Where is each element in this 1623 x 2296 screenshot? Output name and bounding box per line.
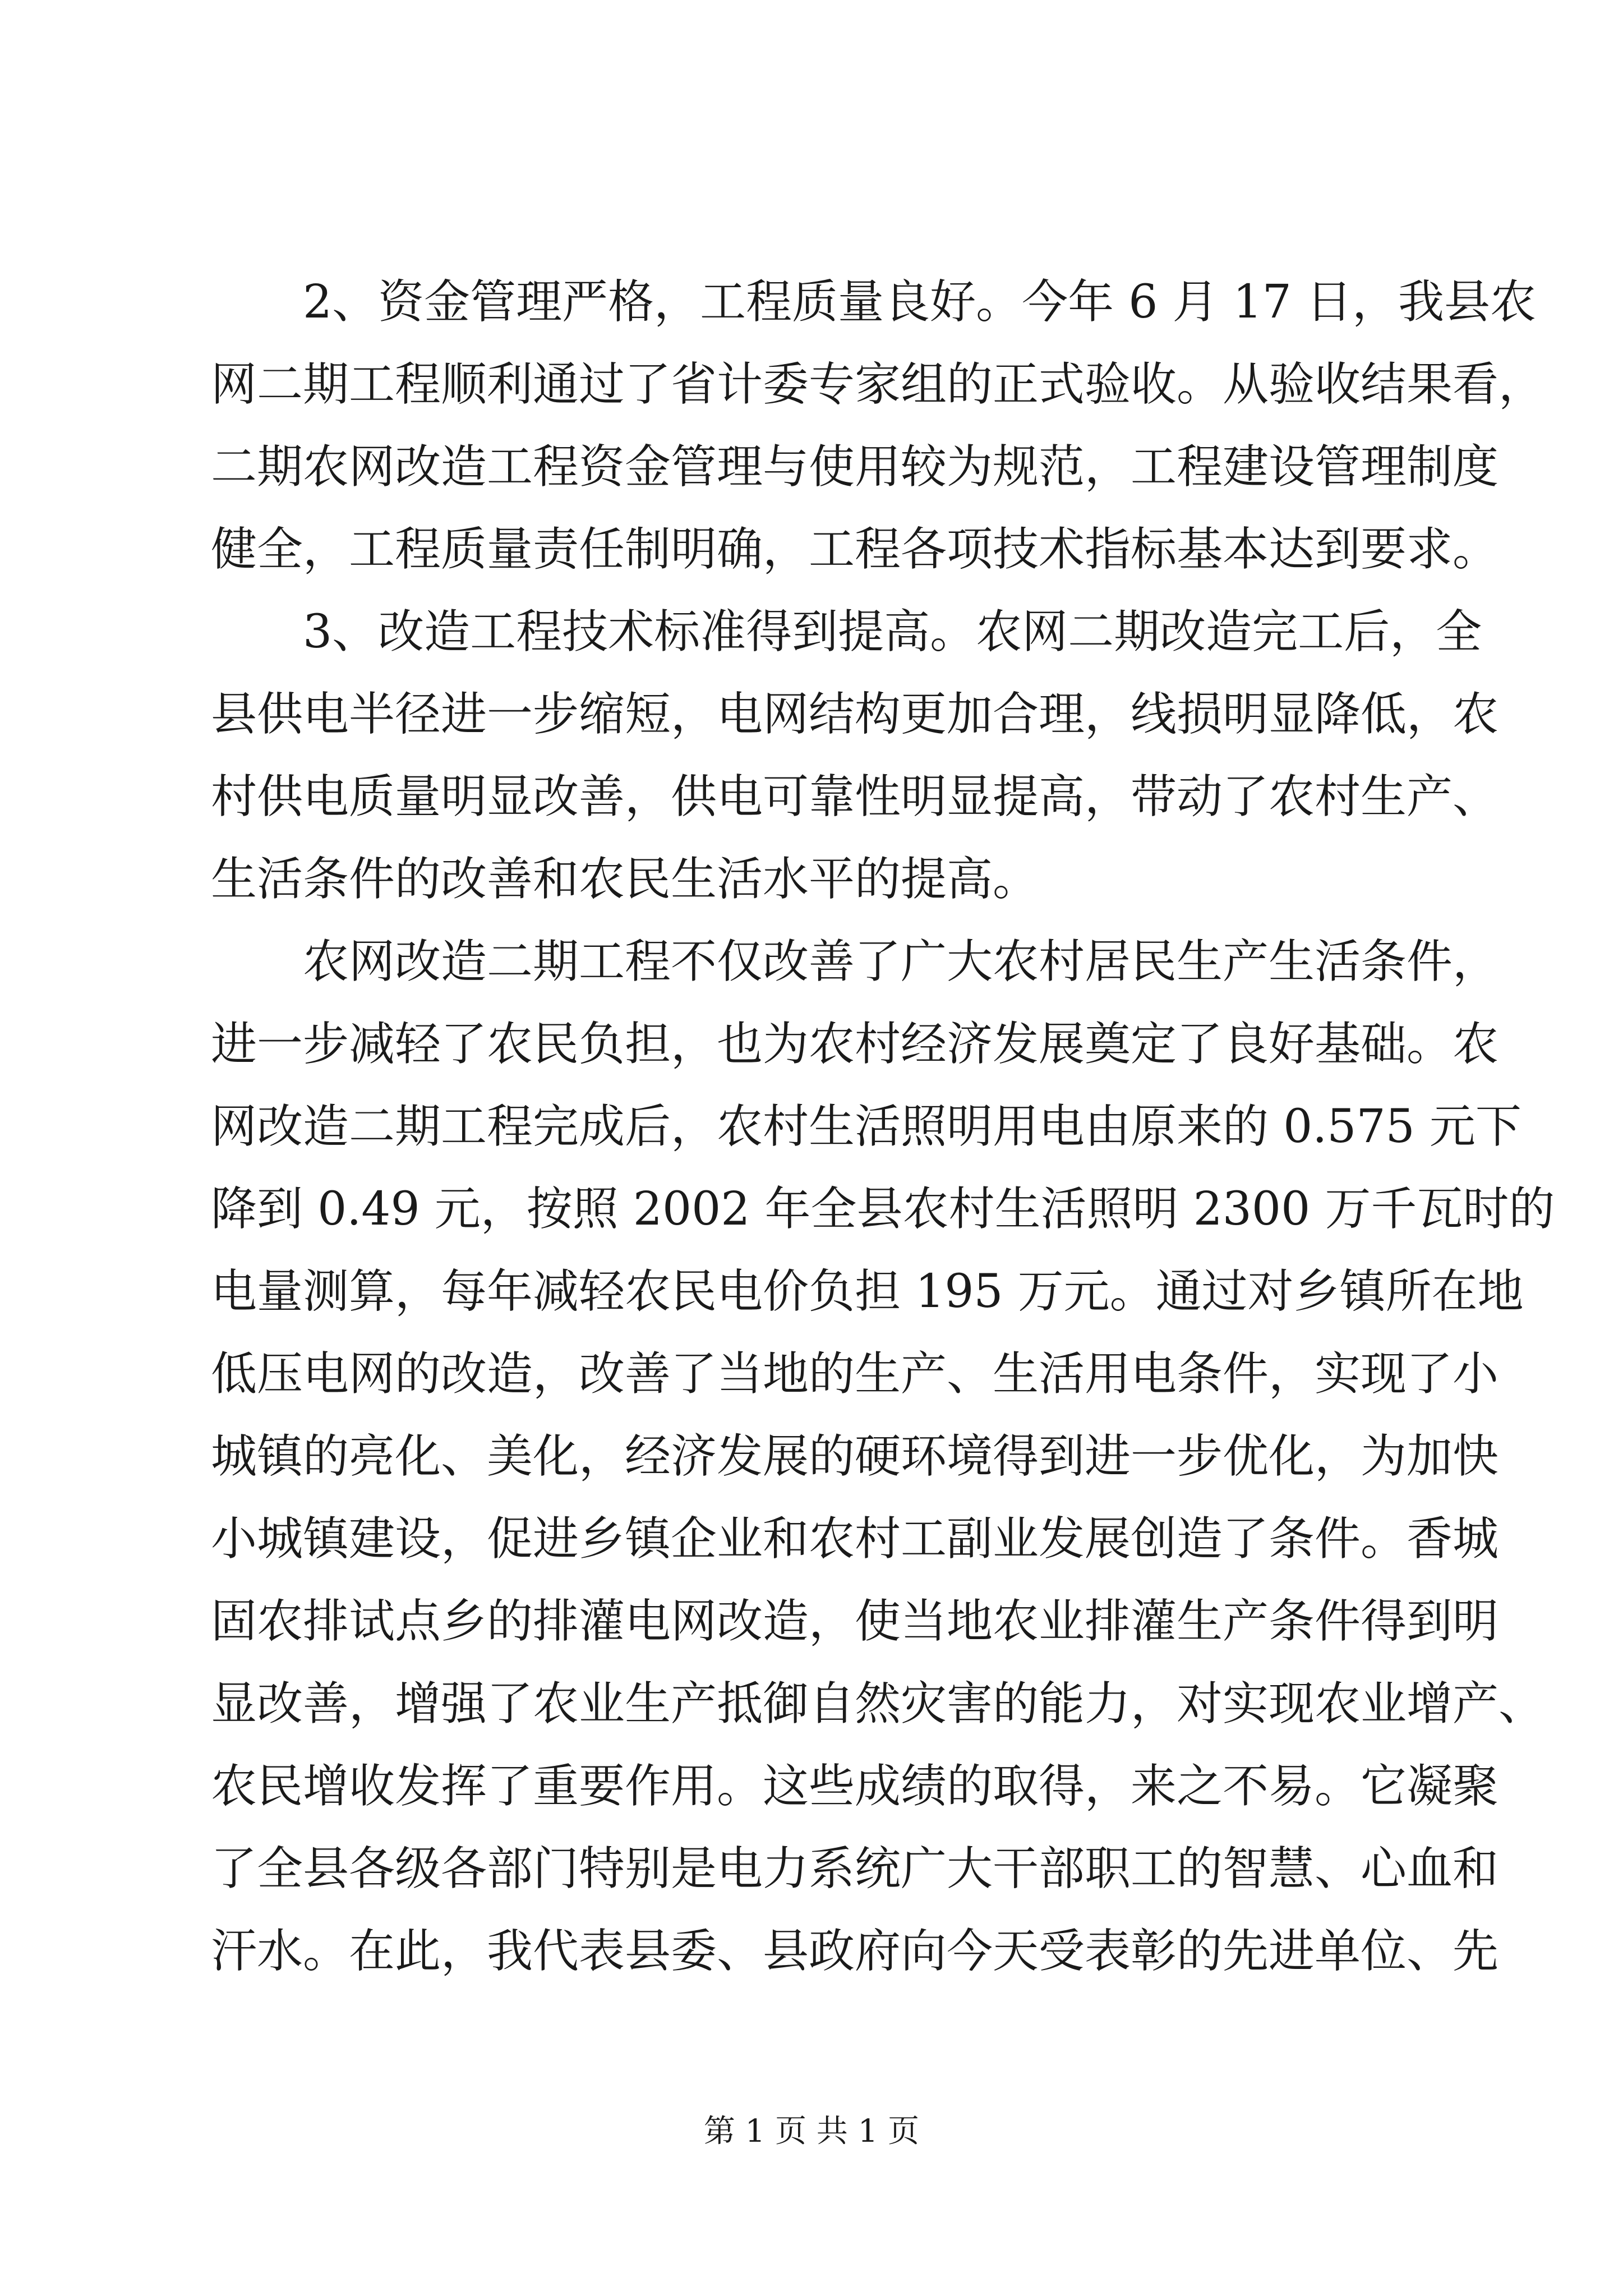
paragraph-3-line-2: 县供电半径进一步缩短，电网结构更加合理，线损明显降低，农	[211, 688, 1499, 741]
paragraph-3-line-4: 生活条件的改善和农民生活水平的提高。	[211, 853, 1039, 906]
paragraph-2-line-4: 健全，工程质量责任制明确，工程各项技术指标基本达到要求。	[211, 523, 1499, 576]
body-text	[211, 261, 1555, 1993]
paragraph-4-line-10: 显改善，增强了农业生产抵御自然灾害的能力，对实现农业增产、	[211, 1677, 1545, 1731]
paragraph-3-line-1: 3、改造工程技术标准得到提高。农网二期改造完工后，全	[303, 605, 1482, 659]
paragraph-4-line-2: 进一步减轻了农民负担，也为农村经济发展奠定了良好基础。农	[211, 1018, 1499, 1071]
paragraph-4-line-12: 了全县各级各部门特别是电力系统广大干部职工的智慧、心血和	[211, 1842, 1499, 1895]
paragraph-4-line-3: 网改造二期工程完成后，农村生活照明用电由原来的 0.575 元下	[211, 1100, 1521, 1153]
paragraph-4-line-1: 农网改造二期工程不仅改善了广大农村居民生产生活条件，	[303, 935, 1499, 988]
paragraph-4-line-7: 城镇的亮化、美化，经济发展的硬环境得到进一步优化，为加快	[211, 1430, 1499, 1483]
paragraph-2-line-3: 二期农网改造工程资金管理与使用较为规范，工程建设管理制度	[211, 440, 1499, 494]
page-footer: 第 1 页 共 1 页	[703, 2113, 920, 2150]
paragraph-4-line-9: 固农排试点乡的排灌电网改造，使当地农业排灌生产条件得到明	[211, 1595, 1499, 1648]
paragraph-2-line-1: 2、资金管理严格，工程质量良好。今年 6 月 17 日，我县农	[303, 275, 1536, 329]
paragraph-2-line-2: 网二期工程顺利通过了省计委专家组的正式验收。从验收结果看，	[211, 358, 1545, 411]
paragraph-4-line-4: 降到 0.49 元，按照 2002 年全县农村生活照明 2300 万千瓦时的	[211, 1182, 1555, 1236]
paragraph-3-line-3: 村供电质量明显改善，供电可靠性明显提高，带动了农村生产、	[211, 770, 1499, 823]
paragraph-4-line-11: 农民增收发挥了重要作用。这些成绩的取得，来之不易。它凝聚	[211, 1760, 1499, 1813]
paragraph-4-line-6: 低压电网的改造，改善了当地的生产、生活用电条件，实现了小	[211, 1347, 1499, 1401]
paragraph-4-line-8: 小城镇建设，促进乡镇企业和农村工副业发展创造了条件。香城	[211, 1512, 1499, 1566]
paragraph-4-line-13: 汗水。在此，我代表县委、县政府向今天受表彰的先进单位、先	[211, 1925, 1499, 1978]
paragraph-4-line-5: 电量测算，每年减轻农民电价负担 195 万元。通过对乡镇所在地	[211, 1265, 1524, 1318]
